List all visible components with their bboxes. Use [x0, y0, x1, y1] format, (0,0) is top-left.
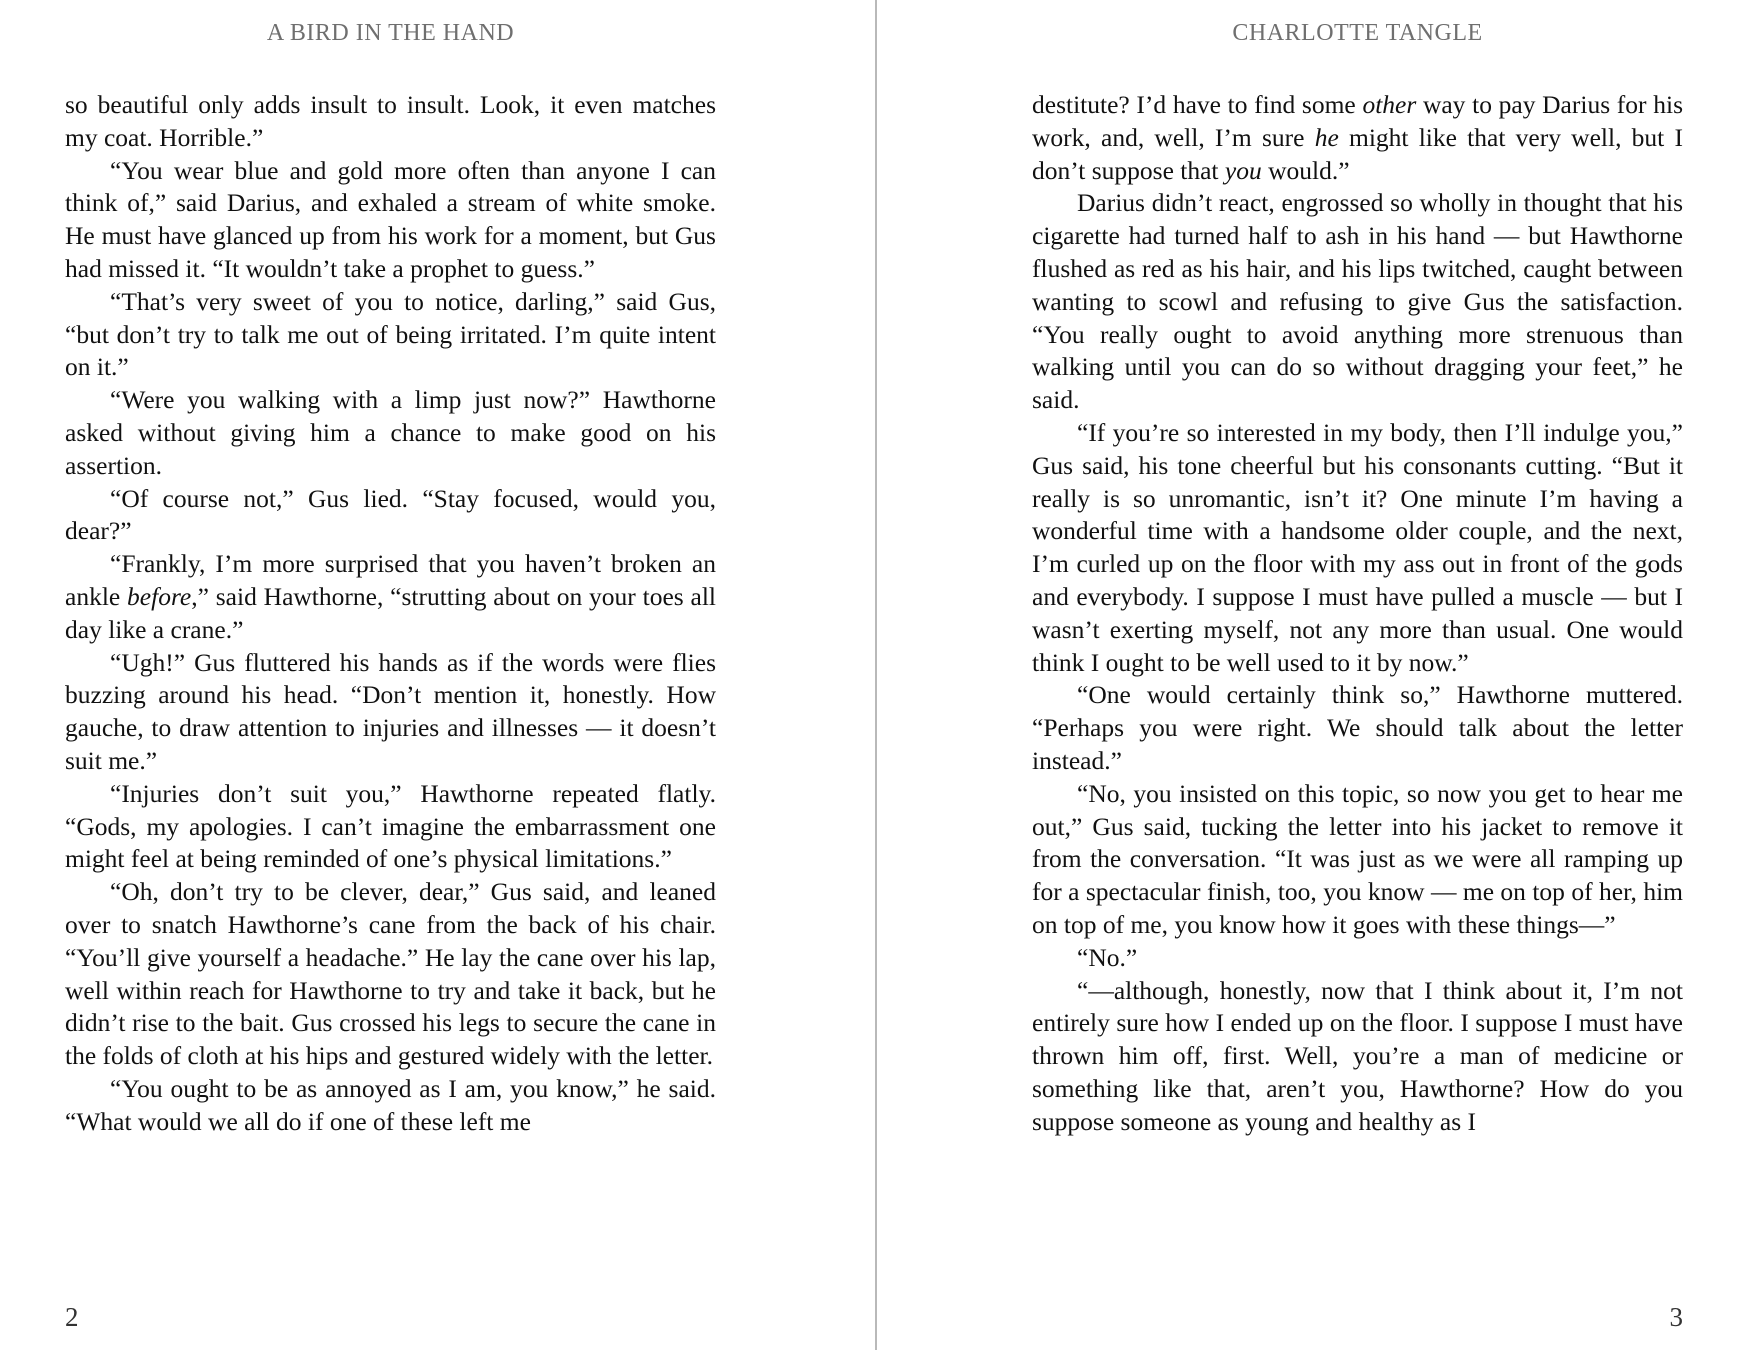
paragraph-text: “Ugh!” Gus fluttered his hands as if the words were flies buzzing around his head. “Don’t mention it, honestly. How gauche, to draw attention to injuries and illnesses — it doesn’t suit me.” — [65, 647, 716, 775]
paragraph — [1032, 778, 1683, 942]
paragraph — [1032, 679, 1683, 777]
paragraph — [65, 548, 716, 646]
paragraph-text: “If you’re so interested in my body, then I’ll indulge you,” Gus said, his tone cheerful but his consonants cutting. “But it really is so unromantic, isn’t it? One minute I’m having a wonderful time with a handsome older couple, and the next, I’m curled up on the floor with my ass out in front of the gods and everybody. I suppose I must have pulled a muscle — but I wasn’t exerting myself, not any more than usual. One would think I ought to be well used to it by now.” — [1032, 417, 1683, 677]
paragraph-text: “Oh, don’t try to be clever, dear,” Gus said, and leaned over to snatch Hawthorne’s cane from the back of his chair. “You’ll give yourself a headache.” He lay the cane over his lap, well within reach for Hawthorne to try and take it back, but he didn’t rise to the bait. Gus crossed his legs to secure the cane in the folds of cloth at his hips and gestured widely with the letter. — [65, 877, 716, 1071]
paragraph — [65, 876, 716, 1073]
paragraph-text: way to pay Darius for his work, and, well, I’m sure — [1032, 90, 1683, 152]
paragraph — [65, 483, 716, 549]
paragraph — [65, 778, 716, 876]
paragraph — [1032, 187, 1683, 417]
paragraph-text: so beautiful only adds insult to insult. Look, it even matches my coat. Horrible.” — [65, 90, 716, 152]
paragraph — [1032, 417, 1683, 679]
paragraph-text: “Were you walking with a limp just now?” Hawthorne asked without giving him a chance to make good on his assertion. — [65, 385, 716, 480]
running-head-author: CHARLOTTE TANGLE — [1232, 20, 1483, 46]
paragraph-text: would.” — [1261, 155, 1350, 185]
paragraph — [1032, 975, 1683, 1139]
paragraph-text: “No, you insisted on this topic, so now you get to hear me out,” Gus said, tucking the letter into his jacket to remove it from the conversation. “It was just as we were all ramping up for a spectacular finish, too, you know — me on top of her, him on top of me, you know how it goes with these things—” — [1032, 778, 1683, 939]
paragraph-text: “Frankly, I’m more surprised that you haven’t broken an ankle — [65, 549, 716, 611]
paragraph-text: “That’s very sweet of you to notice, darling,” said Gus, “but don’t try to talk me out of being irritated. I’m quite intent on it.” — [65, 286, 716, 382]
right-page — [1032, 0, 1683, 1350]
paragraph-text: “No.” — [1077, 942, 1138, 972]
italic-text: before — [127, 581, 192, 611]
italic-text: you — [1224, 155, 1262, 185]
right-page-body — [1032, 89, 1683, 1139]
gutter-divider — [875, 0, 877, 1350]
paragraph — [65, 89, 716, 155]
paragraph — [65, 155, 716, 286]
paragraph-text: ,” said Hawthorne, “strutting about on your toes all day like a crane.” — [65, 581, 716, 644]
paragraph — [65, 647, 716, 778]
paragraph-text: “—although, honestly, now that I think about it, I’m not entirely sure how I ended up on the floor. I suppose I must have thrown him off, first. Well, you’re a man of medicine or something like that, aren’t you, Hawthorne? How do you suppose someone as young and healthy as I — [1032, 975, 1683, 1136]
paragraph-text: “Injuries don’t suit you,” Hawthorne repeated flatly. “Gods, my apologies. I can’t imagine the embarrassment one might feel at being reminded of one’s physical limitations.” — [65, 778, 716, 874]
italic-text: other — [1362, 90, 1417, 119]
paragraph — [65, 384, 716, 482]
paragraph — [1032, 942, 1683, 975]
left-page-body — [65, 89, 716, 1139]
paragraph — [65, 286, 716, 384]
paragraph-text: destitute? I’d have to find some — [1032, 90, 1363, 119]
paragraph — [1032, 89, 1683, 187]
paragraph-text: might like that very well, but I don’t suppose that — [1032, 122, 1683, 185]
paragraph-text: “Of course not,” Gus lied. “Stay focused, would you, dear?” — [65, 483, 716, 546]
paragraph-text: “You ought to be as annoyed as I am, you know,” he said. “What would we all do if one of these left me — [65, 1073, 716, 1136]
paragraph-text: Darius didn’t react, engrossed so wholly in thought that his cigarette had turned half to ash in his hand — but Hawthorne flushed as red as his hair, and his lips twitched, caught between wanting to scowl and refusing to give Gus the satisfaction. “You really ought to avoid anything more strenuous than walking until you can do so without dragging your feet,” he said. — [1032, 188, 1683, 415]
page-number-right: 3 — [1669, 1302, 1683, 1332]
page-number-left: 2 — [65, 1302, 79, 1332]
paragraph-text: “You wear blue and gold more often than anyone I can think of,” said Darius, and exhaled a stream of white smoke. He must have glanced up from his work for a moment, but Gus had missed it. “It wouldn’t take a prophet to guess.” — [65, 155, 716, 283]
running-head-book-title: A BIRD IN THE HAND — [266, 20, 515, 46]
italic-text: he — [1314, 122, 1339, 152]
paragraph-text: “One would certainly think so,” Hawthorne muttered. “Perhaps you were right. We should talk about the letter instead.” — [1032, 680, 1683, 775]
paragraph — [65, 1073, 716, 1139]
left-page — [65, 0, 716, 1350]
